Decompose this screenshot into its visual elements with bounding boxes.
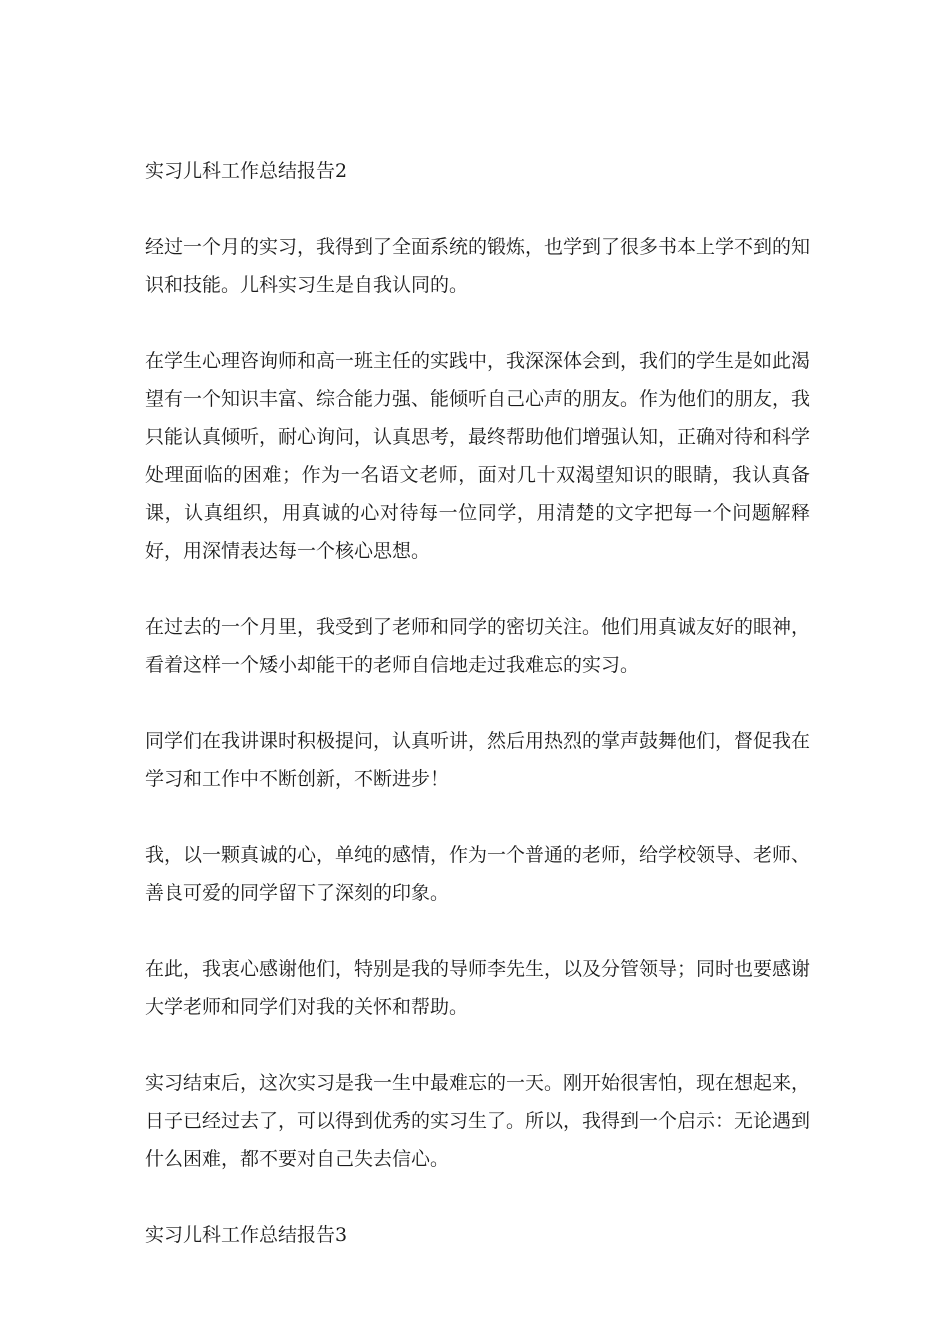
document-body <box>145 152 810 1254</box>
paragraph-2: 在学生心理咨询师和高一班主任的实践中，我深深体会到，我们的学生是如此渴望有一个知识丰富、综合能力强、能倾听自己心声的朋友。作为他们的朋友，我只能认真倾听，耐心询问，认真思考，最终帮助他们增强认知，正确对待和科学处理面临的困难；作为一名语文老师，面对几十双渴望知识的眼睛，我认真备课，认真组织，用真诚的心对待每一位同学，用清楚的文字把每一个问题解释好，用深情表达每一个核心思想。 <box>145 350 811 562</box>
paragraph-5: 我，以一颗真诚的心，单纯的感情，作为一个普通的老师，给学校领导、老师、善良可爱的同学留下了深刻的印象。 <box>145 844 811 904</box>
paragraph-1: 经过一个月的实习，我得到了全面系统的锻炼，也学到了很多书本上学不到的知识和技能。儿科实习生是自我认同的。 <box>145 236 811 296</box>
section-heading-3: 实习儿科工作总结报告3 <box>145 1224 348 1246</box>
paragraph-4: 同学们在我讲课时积极提问，认真听讲，然后用热烈的掌声鼓舞他们，督促我在学习和工作中不断创新，不断进步！ <box>145 730 811 790</box>
section-heading-2: 实习儿科工作总结报告2 <box>145 160 348 182</box>
paragraph-3: 在过去的一个月里，我受到了老师和同学的密切关注。他们用真诚友好的眼神，看着这样一个矮小却能干的老师自信地走过我难忘的实习。 <box>145 616 811 676</box>
paragraph-6: 在此，我衷心感谢他们，特别是我的导师李先生，以及分管领导；同时也要感谢大学老师和同学们对我的关怀和帮助。 <box>145 958 811 1018</box>
paragraph-7: 实习结束后，这次实习是我一生中最难忘的一天。刚开始很害怕，现在想起来，日子已经过去了，可以得到优秀的实习生了。所以，我得到一个启示：无论遇到什么困难，都不要对自己失去信心。 <box>145 1072 811 1170</box>
